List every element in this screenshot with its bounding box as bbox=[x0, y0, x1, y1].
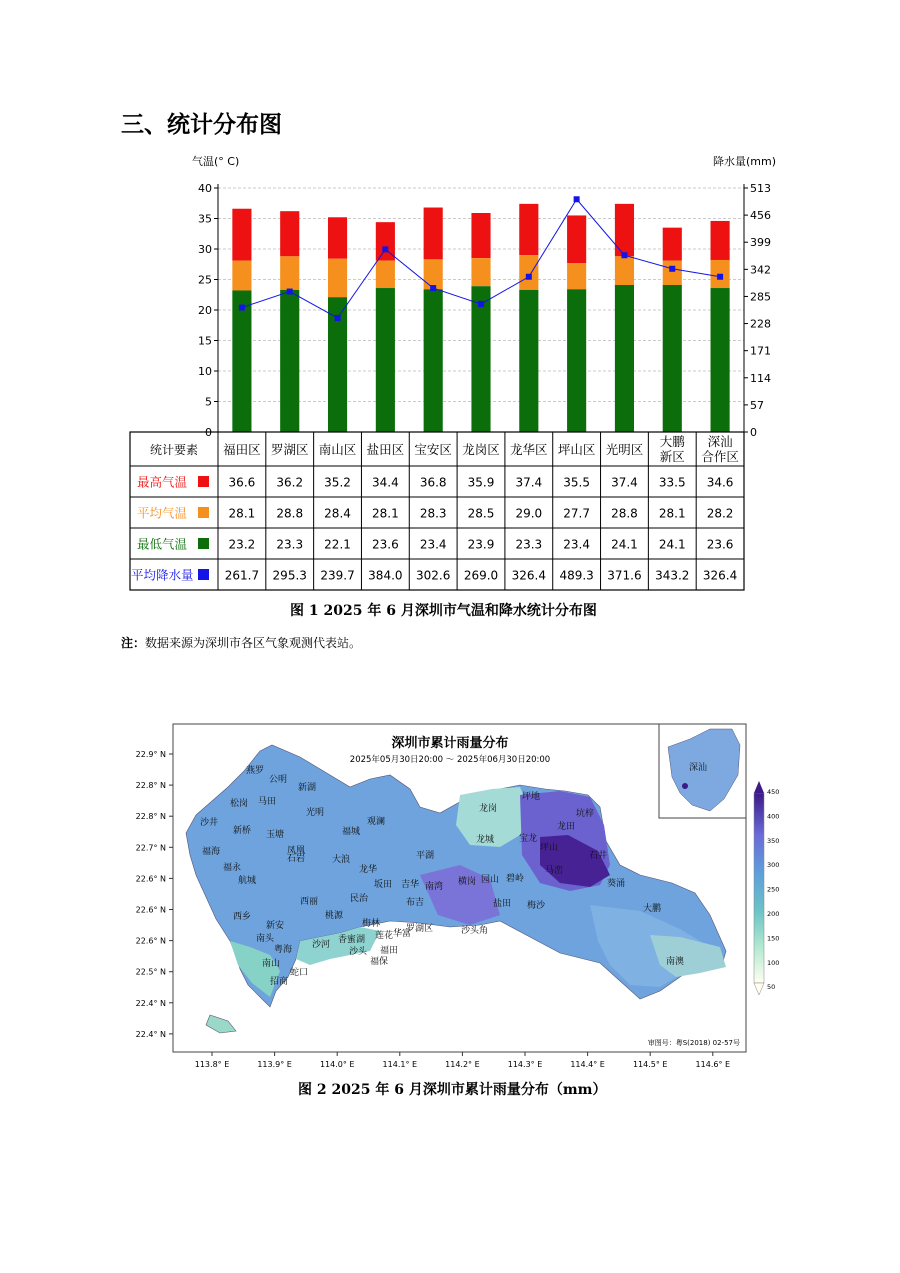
bar-min-temp bbox=[424, 289, 443, 432]
place-label: 梅林 bbox=[362, 919, 381, 929]
bar-avg-temp bbox=[471, 258, 490, 286]
right-tick-label: 114 bbox=[750, 371, 771, 385]
place-label: 坑梓 bbox=[576, 809, 595, 819]
table-category: 南山区 bbox=[318, 442, 357, 457]
place-label: 葵涌 bbox=[607, 879, 626, 889]
inset-label: 深汕 bbox=[689, 763, 708, 773]
place-label: 坪山 bbox=[540, 843, 559, 853]
left-tick-label: 5 bbox=[205, 395, 212, 409]
legend-tick-label: 400 bbox=[767, 812, 780, 821]
legend-tick-label: 100 bbox=[767, 958, 780, 967]
table-value: 35.9 bbox=[467, 475, 495, 490]
bar-min-temp bbox=[280, 290, 299, 432]
table-series-swatch bbox=[198, 569, 209, 580]
table-value: 28.3 bbox=[419, 506, 447, 521]
place-label: 沙头 bbox=[349, 947, 368, 957]
precip-point bbox=[526, 274, 532, 280]
place-label: 马田 bbox=[258, 797, 277, 807]
bar-min-temp bbox=[567, 289, 586, 432]
table-header-cell: 统计要素 bbox=[149, 443, 199, 457]
table-value: 28.8 bbox=[611, 506, 638, 521]
place-label: 罗湖区 bbox=[406, 924, 434, 934]
table-category: 新区 bbox=[659, 449, 685, 464]
place-label: 粤海 bbox=[274, 945, 293, 955]
place-label: 龙岗 bbox=[479, 804, 498, 814]
lon-label: 114.4° E bbox=[570, 1060, 605, 1069]
bar-min-temp bbox=[615, 285, 634, 432]
lat-label: 22.7° N bbox=[135, 843, 166, 853]
table-series-swatch bbox=[198, 538, 209, 549]
lon-label: 114.1° E bbox=[382, 1060, 418, 1069]
table-value: 28.1 bbox=[658, 506, 686, 521]
lon-label: 114.3° E bbox=[507, 1060, 543, 1069]
bar-avg-temp bbox=[376, 261, 395, 288]
left-axis-label: 气温(° C) bbox=[192, 155, 240, 168]
place-label: 福田 bbox=[380, 946, 399, 956]
legend-tick-label: 300 bbox=[767, 861, 780, 870]
place-label: 福保 bbox=[370, 957, 389, 967]
bar-max-temp bbox=[471, 213, 490, 258]
legend-tick-label: 350 bbox=[767, 836, 780, 845]
precip-point bbox=[430, 285, 436, 291]
bar-max-temp bbox=[663, 228, 682, 261]
table-value: 28.2 bbox=[706, 506, 734, 521]
lat-label: 22.6° N bbox=[135, 905, 166, 915]
legend-tick-label: 200 bbox=[767, 910, 780, 918]
place-label: 龙田 bbox=[557, 822, 576, 832]
table-value: 24.1 bbox=[658, 537, 686, 552]
place-label: 南头 bbox=[256, 934, 275, 944]
chart-bars bbox=[232, 204, 729, 432]
precip-point bbox=[669, 266, 675, 272]
table-value: 28.1 bbox=[228, 506, 256, 521]
right-tick-label: 342 bbox=[750, 263, 771, 277]
place-label: 光明 bbox=[306, 808, 325, 818]
place-label: 凤凰 bbox=[287, 846, 306, 856]
table-value: 37.4 bbox=[515, 475, 543, 490]
right-tick-label: 228 bbox=[750, 317, 771, 331]
map-title: 深圳市累计雨量分布 bbox=[391, 736, 509, 751]
right-tick-label: 0 bbox=[750, 426, 757, 439]
table-value: 23.6 bbox=[706, 537, 734, 552]
lat-label: 22.6° N bbox=[135, 874, 166, 884]
section-heading: 三、统计分布图 bbox=[121, 112, 282, 138]
table-series-label: 最低气温 bbox=[137, 536, 188, 552]
lon-label: 113.9° E bbox=[257, 1060, 292, 1069]
left-tick-label: 0 bbox=[205, 426, 212, 439]
lon-label: 114.5° E bbox=[632, 1060, 668, 1069]
place-label: 民治 bbox=[350, 894, 369, 904]
lon-label: 114.2° E bbox=[445, 1060, 480, 1069]
lat-label: 22.4° N bbox=[135, 998, 166, 1008]
table-category: 盐田区 bbox=[366, 442, 405, 457]
lat-label: 22.8° N bbox=[135, 812, 166, 822]
table-category: 龙岗区 bbox=[462, 442, 500, 457]
table-value: 23.3 bbox=[276, 537, 304, 552]
table-value: 27.7 bbox=[563, 506, 590, 521]
place-label: 华富 bbox=[393, 929, 412, 939]
place-label: 观澜 bbox=[367, 817, 386, 827]
place-label: 沙井 bbox=[200, 818, 219, 828]
place-label: 福永 bbox=[223, 863, 242, 873]
table-value: 23.6 bbox=[372, 537, 399, 552]
table-value: 384.0 bbox=[368, 568, 403, 583]
legend-tick-label: 50 bbox=[767, 983, 776, 992]
place-label: 平湖 bbox=[416, 851, 435, 861]
table-value: 36.8 bbox=[419, 475, 447, 490]
data-table bbox=[130, 432, 744, 590]
lon-label: 114.6° E bbox=[695, 1060, 731, 1069]
table-series-swatch bbox=[198, 476, 209, 487]
table-value: 35.5 bbox=[563, 475, 590, 490]
table-value: 36.2 bbox=[276, 475, 304, 490]
temperature-precip-chart bbox=[0, 0, 900, 600]
place-label: 香蜜湖 bbox=[338, 935, 366, 945]
place-label: 马峦 bbox=[545, 866, 564, 876]
bar-avg-temp bbox=[519, 255, 538, 290]
table-value: 239.7 bbox=[320, 568, 355, 583]
lat-ticks bbox=[136, 750, 173, 1039]
table-category: 宝安区 bbox=[414, 442, 452, 457]
place-label: 石岩 bbox=[287, 854, 306, 864]
lat-label: 22.6° N bbox=[135, 936, 166, 946]
place-label: 福海 bbox=[202, 847, 221, 857]
place-label: 招商 bbox=[270, 977, 289, 987]
place-label: 南山 bbox=[262, 959, 281, 969]
table-category: 光明区 bbox=[605, 442, 644, 457]
bar-max-temp bbox=[615, 204, 634, 256]
place-label: 石井 bbox=[589, 851, 608, 861]
bar-avg-temp bbox=[615, 256, 634, 285]
table-value: 371.6 bbox=[607, 568, 642, 583]
bar-max-temp bbox=[711, 221, 730, 260]
left-tick-label: 15 bbox=[198, 334, 212, 348]
table-value: 23.9 bbox=[467, 537, 495, 552]
place-label: 吉华 bbox=[401, 880, 420, 890]
note bbox=[121, 634, 361, 651]
table-value: 28.4 bbox=[324, 506, 351, 521]
bar-min-temp bbox=[519, 290, 538, 432]
bar-avg-temp bbox=[663, 261, 682, 285]
table-category: 合作区 bbox=[701, 449, 739, 464]
place-label: 龙城 bbox=[476, 835, 495, 845]
right-tick-label: 456 bbox=[750, 209, 771, 223]
legend-tick-label: 450 bbox=[767, 788, 780, 796]
lat-label: 22.5° N bbox=[135, 967, 166, 977]
left-tick-label: 25 bbox=[198, 273, 212, 287]
precip-point bbox=[382, 246, 388, 252]
table-value: 295.3 bbox=[272, 568, 307, 583]
right-tick-label: 57 bbox=[750, 398, 764, 412]
rainfall-map bbox=[120, 715, 780, 1075]
left-tick-label: 35 bbox=[198, 212, 212, 226]
place-label: 西丽 bbox=[300, 897, 319, 907]
figure2-caption: 图 2 2025 年 6 月深圳市累计雨量分布（mm） bbox=[298, 1082, 607, 1098]
table-value: 269.0 bbox=[463, 568, 499, 583]
left-tick-label: 20 bbox=[198, 304, 212, 317]
precip-point bbox=[621, 252, 627, 258]
table-value: 23.2 bbox=[228, 537, 256, 552]
precip-point bbox=[574, 196, 580, 202]
table-category: 龙华区 bbox=[510, 442, 548, 457]
table-value: 36.6 bbox=[228, 475, 256, 490]
lat-label: 22.4° N bbox=[135, 1029, 166, 1039]
precip-point bbox=[239, 305, 245, 311]
bar-avg-temp bbox=[424, 259, 443, 289]
place-label: 桃源 bbox=[325, 911, 344, 921]
right-axis-label: 降水量(mm) bbox=[712, 155, 776, 168]
note-text: 数据来源为深圳市各区气象观测代表站。 bbox=[145, 636, 362, 650]
right-tick-label: 285 bbox=[750, 290, 771, 304]
table-value: 34.4 bbox=[372, 475, 399, 490]
table-value: 23.4 bbox=[419, 537, 447, 552]
place-label: 蛇口 bbox=[290, 968, 309, 978]
table-value: 34.6 bbox=[706, 475, 734, 490]
table-series-label: 平均气温 bbox=[137, 505, 188, 521]
place-label: 南湾 bbox=[425, 882, 444, 892]
place-label: 园山 bbox=[481, 875, 500, 885]
table-value: 35.2 bbox=[324, 475, 351, 490]
place-label: 福城 bbox=[342, 827, 361, 837]
place-label: 梅沙 bbox=[527, 901, 546, 911]
place-label: 新安 bbox=[266, 921, 285, 931]
legend-top-arrow bbox=[754, 781, 764, 793]
table-value: 22.1 bbox=[324, 537, 351, 552]
bar-avg-temp bbox=[232, 261, 251, 291]
table-value: 29.0 bbox=[515, 506, 543, 521]
bar-min-temp bbox=[232, 290, 251, 432]
right-tick-label: 171 bbox=[750, 344, 771, 358]
place-label: 龙华 bbox=[359, 865, 378, 875]
bar-min-temp bbox=[376, 288, 395, 432]
bar-max-temp bbox=[280, 211, 299, 256]
table-category: 深汕 bbox=[707, 434, 733, 449]
map-subtitle: 2025年05月30日20:00 ～ 2025年06月30日20:00 bbox=[349, 755, 551, 765]
place-label: 西乡 bbox=[233, 912, 252, 922]
table-category: 坪山区 bbox=[557, 442, 596, 457]
right-tick-label: 399 bbox=[750, 236, 771, 250]
left-tick-label: 40 bbox=[198, 182, 212, 195]
place-label: 莲花 bbox=[375, 931, 394, 941]
note-label: 注： bbox=[121, 636, 146, 650]
bar-max-temp bbox=[232, 209, 251, 261]
bar-avg-temp bbox=[567, 263, 586, 289]
place-label: 布吉 bbox=[406, 898, 425, 908]
place-label: 沙河 bbox=[312, 940, 331, 950]
right-tick-label: 513 bbox=[750, 182, 771, 195]
place-label: 横岗 bbox=[458, 877, 477, 887]
table-value: 326.4 bbox=[702, 568, 738, 583]
bar-avg-temp bbox=[280, 256, 299, 290]
place-label: 沙头角 bbox=[461, 926, 489, 936]
table-category: 福田区 bbox=[223, 442, 261, 457]
precip-point bbox=[335, 315, 341, 321]
table-value: 261.7 bbox=[224, 568, 260, 583]
bar-max-temp bbox=[519, 204, 538, 255]
place-label: 碧岭 bbox=[506, 874, 525, 884]
legend-bar bbox=[754, 793, 764, 983]
table-value: 28.8 bbox=[276, 506, 304, 521]
place-label: 燕罗 bbox=[246, 766, 265, 776]
bar-avg-temp bbox=[328, 259, 347, 297]
place-label: 坪地 bbox=[522, 792, 541, 802]
map-approval: 审图号：粤S(2018) 02-57号 bbox=[647, 1039, 740, 1047]
table-series-label: 平均降水量 bbox=[131, 567, 194, 583]
table-series-label: 最高气温 bbox=[137, 474, 188, 490]
precip-point bbox=[717, 274, 723, 280]
place-label: 新湖 bbox=[298, 783, 317, 793]
table-value: 489.3 bbox=[559, 568, 594, 583]
table-value: 23.3 bbox=[515, 537, 543, 552]
left-tick-label: 10 bbox=[198, 365, 212, 378]
table-value: 28.1 bbox=[372, 506, 399, 521]
bar-min-temp bbox=[711, 288, 730, 432]
precip-point bbox=[287, 289, 293, 295]
place-label: 盐田 bbox=[493, 899, 512, 909]
figure1-caption: 图 1 2025 年 6 月深圳市气温和降水统计分布图 bbox=[290, 603, 597, 619]
bar-max-temp bbox=[328, 217, 347, 258]
place-label: 新桥 bbox=[233, 826, 252, 836]
place-label: 玉塘 bbox=[266, 830, 285, 840]
table-value: 37.4 bbox=[611, 475, 638, 490]
lon-label: 113.8° E bbox=[194, 1060, 230, 1069]
place-label: 大鹏 bbox=[643, 904, 662, 914]
table-value: 24.1 bbox=[611, 537, 638, 552]
table-category: 罗湖区 bbox=[270, 442, 309, 457]
lat-label: 22.8° N bbox=[135, 781, 166, 791]
place-label: 松岗 bbox=[230, 799, 249, 809]
bar-max-temp bbox=[567, 215, 586, 263]
bar-min-temp bbox=[471, 286, 490, 432]
table-value: 326.4 bbox=[511, 568, 546, 583]
lon-ticks bbox=[195, 1052, 730, 1069]
place-label: 坂田 bbox=[374, 880, 393, 890]
legend-tick-label: 250 bbox=[767, 885, 780, 894]
table-series-swatch bbox=[198, 507, 209, 518]
table-value: 28.5 bbox=[467, 506, 495, 521]
table-value: 343.2 bbox=[655, 568, 690, 583]
inset-dot bbox=[682, 783, 688, 789]
bar-max-temp bbox=[424, 208, 443, 260]
table-value: 23.4 bbox=[563, 537, 590, 552]
place-label: 公明 bbox=[269, 775, 288, 785]
lon-label: 114.0° E bbox=[319, 1060, 355, 1069]
left-tick-label: 30 bbox=[198, 243, 212, 256]
legend-tick-label: 150 bbox=[767, 934, 780, 943]
table-category: 大鹏 bbox=[659, 434, 685, 449]
legend-bottom-arrow bbox=[754, 983, 764, 995]
place-label: 宝龙 bbox=[519, 834, 538, 844]
precip-point bbox=[478, 301, 484, 307]
place-label: 南澳 bbox=[666, 957, 685, 967]
place-label: 大浪 bbox=[332, 855, 351, 865]
lat-label: 22.9° N bbox=[135, 750, 166, 759]
bar-min-temp bbox=[663, 285, 682, 432]
table-value: 302.6 bbox=[416, 568, 451, 583]
place-label: 航城 bbox=[238, 876, 257, 886]
table-value: 33.5 bbox=[658, 475, 686, 490]
legend-ticks bbox=[767, 788, 779, 991]
